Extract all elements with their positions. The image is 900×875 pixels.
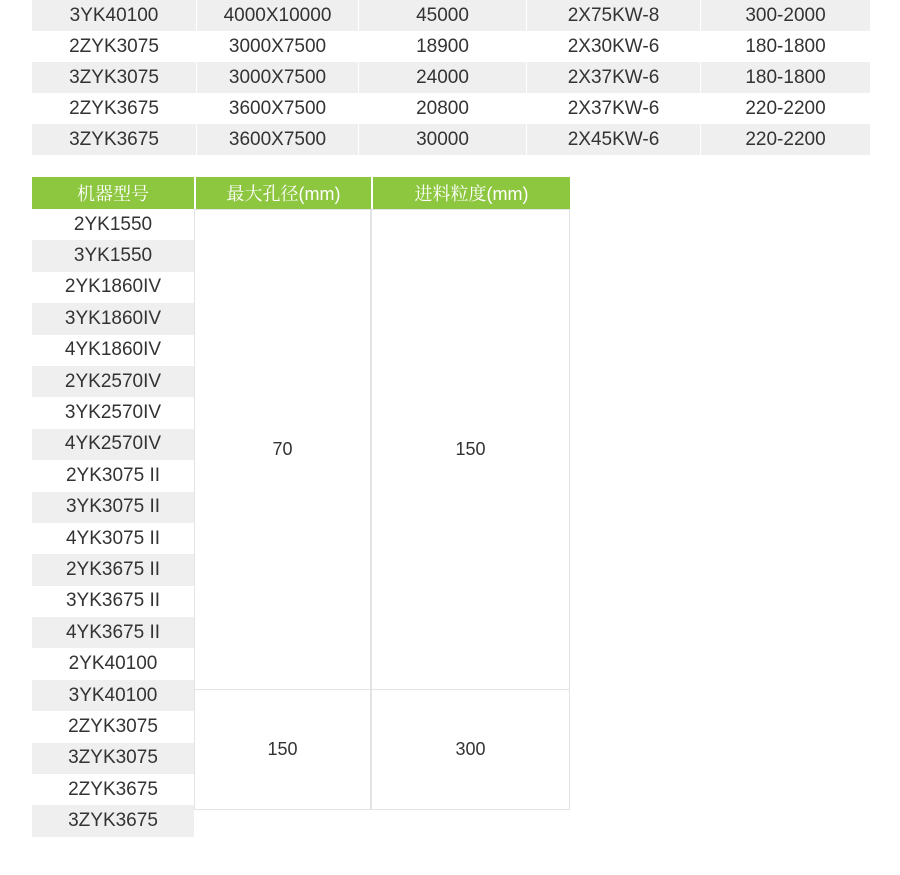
header-model: 机器型号 [77,184,149,204]
list-item: 4YK3075 II [65,527,161,549]
power-cell: 2X45KW-6 [526,124,700,155]
list-item: 3YK1550 [32,240,194,271]
model-cell: 2ZYK3675 [69,97,159,119]
list-item: 4YK2570IV [32,429,194,460]
max-aperture-group-1: 70 [194,209,371,690]
list-item: 2ZYK3675 [68,778,158,800]
range-cell: 180-1800 [700,31,870,62]
power-cell: 2X75KW-8 [526,0,700,31]
range-cell: 220-2200 [700,93,870,124]
capacity-cell: 24000 [358,62,526,93]
list-item: 2YK3675 II [32,554,194,585]
list-item: 3YK2570IV [64,402,162,424]
range-cell: 220-2200 [700,124,870,155]
list-item: 2YK3075 II [65,464,161,486]
table-row [32,93,870,124]
list-item: 3ZYK3075 [32,743,194,774]
spec-table [32,0,870,155]
table-row [32,124,870,155]
size-cell: 3600X7500 [196,93,358,124]
list-item: 3YK3075 II [32,492,194,523]
aperture-table [32,177,570,832]
model-cell: 3ZYK3075 [69,66,159,88]
capacity-cell: 18900 [358,31,526,62]
capacity-cell: 45000 [358,0,526,31]
size-cell: 4000X10000 [196,0,358,31]
power-cell: 2X37KW-6 [526,62,700,93]
model-cell: 3ZYK3675 [69,128,159,150]
list-item: 2YK2570IV [32,366,194,397]
range-cell: 300-2000 [700,0,870,31]
size-cell: 3000X7500 [196,62,358,93]
table-row [32,62,870,93]
table-header [32,177,570,209]
power-cell: 2X37KW-6 [526,93,700,124]
list-item: 3YK3675 II [65,590,161,612]
list-item: 3YK40100 [32,680,194,711]
list-item: 4YK3675 II [32,617,194,648]
list-item: 3ZYK3675 [32,805,194,836]
table-row [32,0,870,31]
model-column [32,209,194,837]
list-item: 4YK1860IV [64,339,162,361]
list-item: 2YK40100 [68,653,158,675]
size-cell: 3600X7500 [196,124,358,155]
size-cell: 3000X7500 [196,31,358,62]
max-aperture-group-2: 150 [194,689,371,810]
model-cell: 2ZYK3075 [69,35,159,57]
feed-size-group-2: 300 [371,689,570,810]
list-item: 2ZYK3075 [68,715,158,737]
list-item: 3YK1860IV [32,303,194,334]
capacity-cell: 20800 [358,93,526,124]
feed-size-group-1: 150 [371,209,570,690]
range-cell: 180-1800 [700,62,870,93]
model-cell: 3YK40100 [69,4,159,26]
list-item: 2YK1860IV [64,276,162,298]
table-row [32,31,870,62]
capacity-cell: 30000 [358,124,526,155]
power-cell: 2X30KW-6 [526,31,700,62]
list-item: 2YK1550 [73,213,153,235]
header-feed-size: 进料粒度(mm) [371,177,570,209]
header-max-aperture: 最大孔径(mm) [194,177,371,209]
